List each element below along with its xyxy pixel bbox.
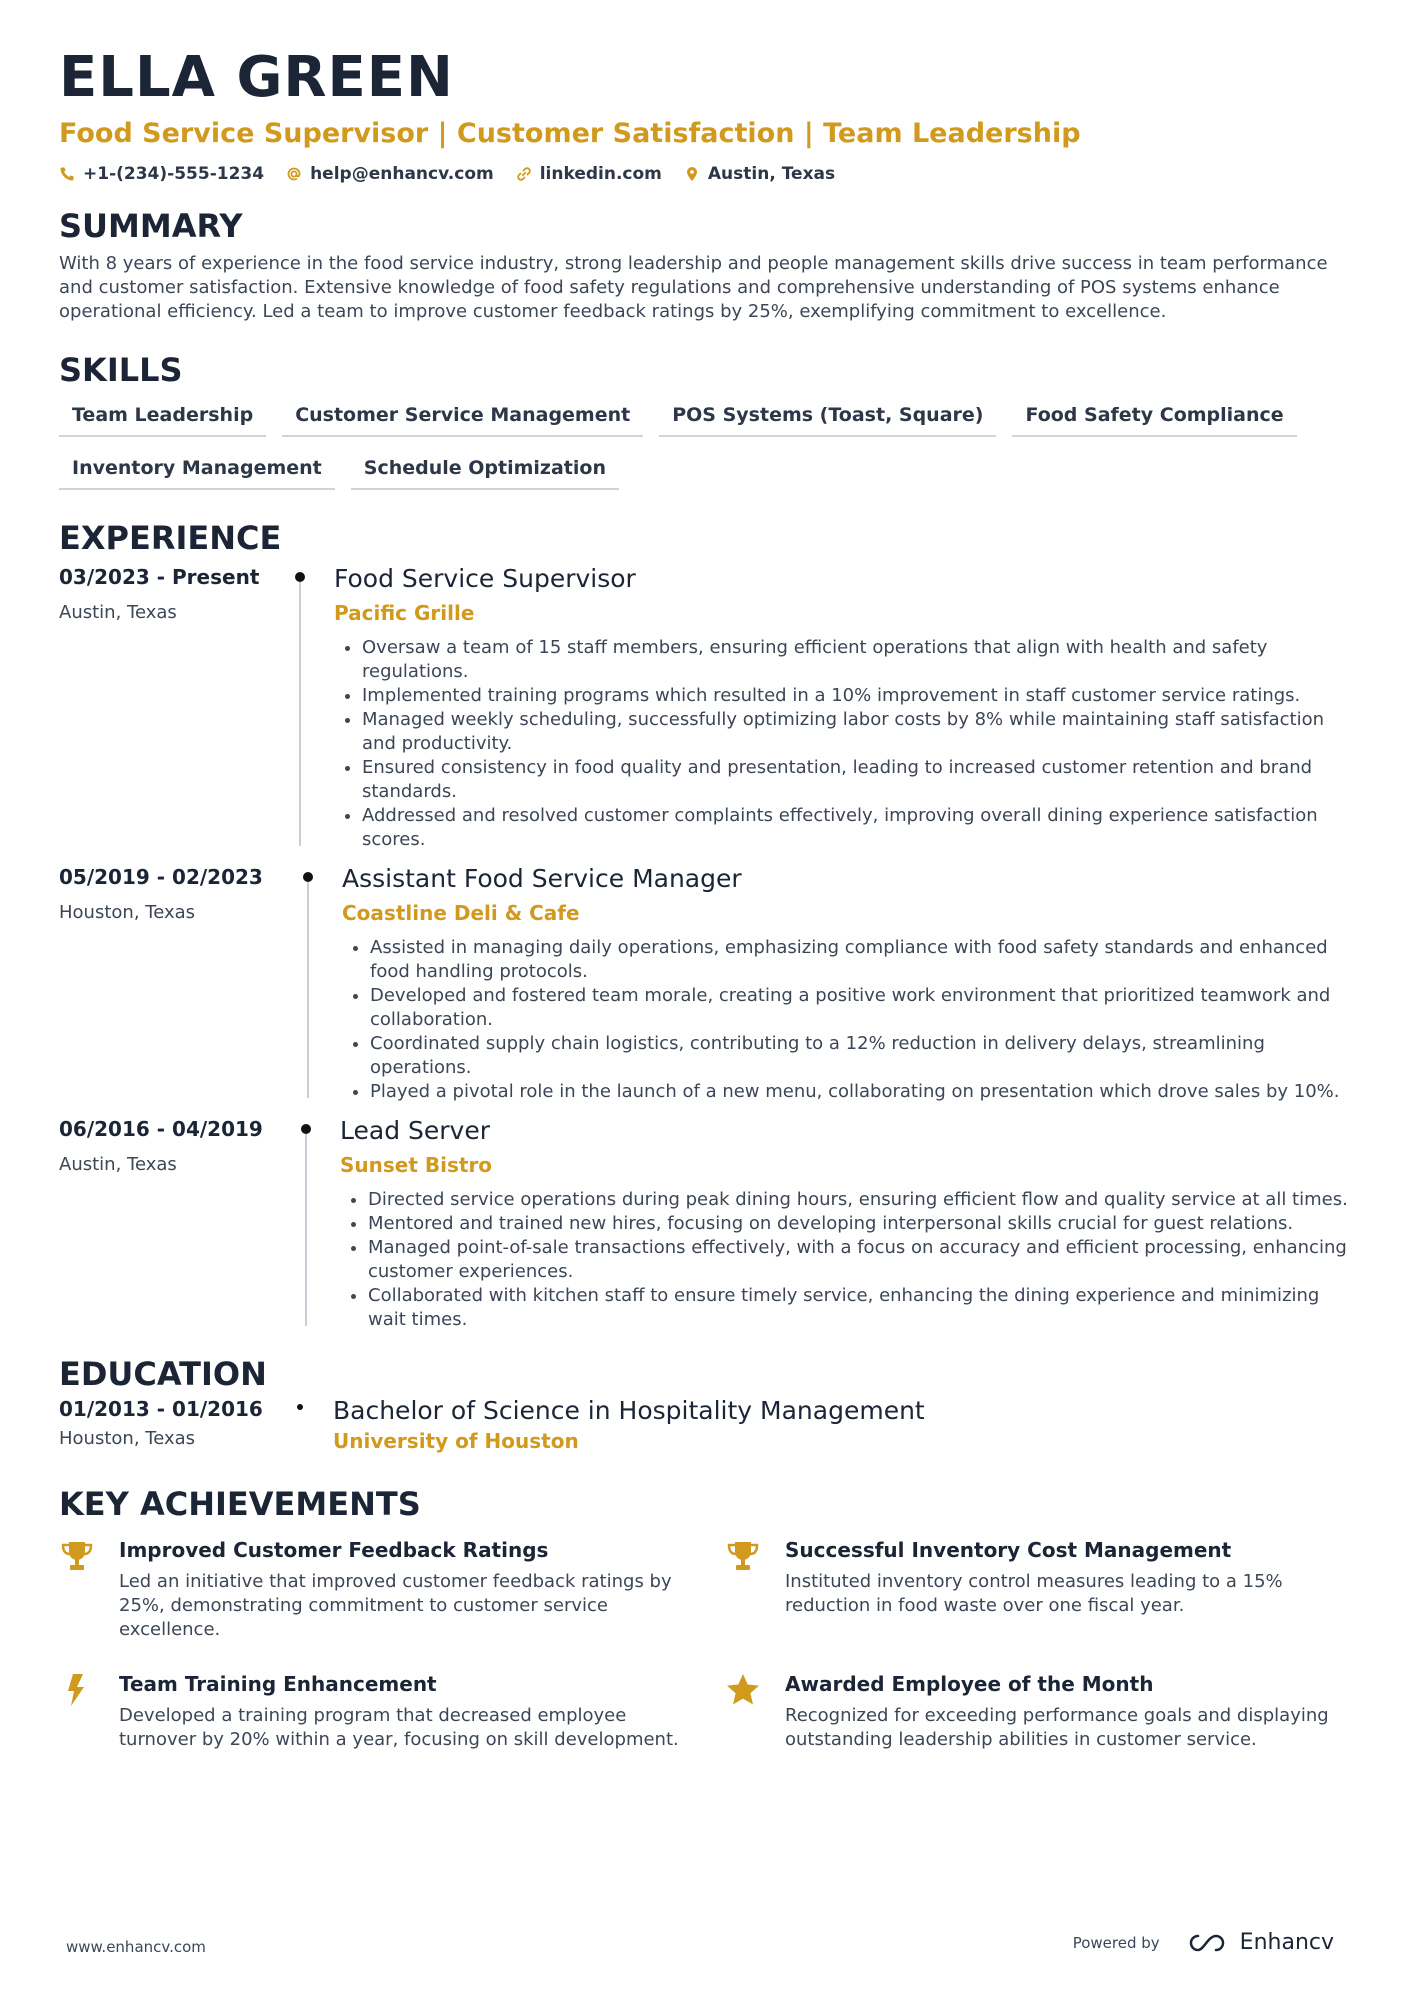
job-bullet: • Ensured consistency in food quality and presentation, leading to increased customer retention and brand standards. (362, 756, 1359, 804)
candidate-name: ELLA GREEN (59, 45, 454, 110)
footer-branding (1073, 1930, 1334, 1955)
job-bullets (340, 1188, 1359, 1332)
achievement-desc: Developed a training program that decreased employee turnover by 20% within a year, focusing on skill development. (119, 1705, 679, 1750)
timeline (289, 564, 334, 852)
trophy-icon (59, 1538, 95, 1574)
trophy-icon (725, 1538, 761, 1574)
brand-logo[interactable] (1184, 1930, 1334, 1955)
job-bullet: • Developed and fostered team morale, creating a positive work environment that prioritized teamwork and collaboration. (370, 984, 1359, 1032)
contact-linkedin-text: linkedin.com (539, 164, 662, 184)
job-bullet: • Oversaw a team of 15 staff members, ensuring efficient operations that align with health and safety regulations. (362, 636, 1359, 684)
job-bullet: • Addressed and resolved customer complaints effectively, improving overall dining experience satisfaction scores. (362, 804, 1359, 852)
timeline-dot (303, 872, 313, 882)
achievements-grid (59, 1536, 1359, 1752)
job-title: Assistant Food Service Manager (342, 864, 742, 893)
experience-entry (59, 1116, 1359, 1332)
job-bullet: • Played a pivotal role in the launch of a new menu, collaborating on presentation which drove sales by 10%. (370, 1080, 1359, 1104)
achievements-heading: KEY ACHIEVEMENTS (59, 1485, 421, 1523)
job-company: Pacific Grille (334, 601, 475, 625)
skill-tag: Team Leadership (59, 398, 266, 437)
job-bullet: • Mentored and trained new hires, focusing on developing interpersonal skills crucial for guest relations. (368, 1212, 1359, 1236)
summary-heading: SUMMARY (59, 207, 243, 245)
experience-heading: EXPERIENCE (59, 519, 282, 557)
contact-phone[interactable] (59, 164, 264, 184)
timeline-line (299, 582, 301, 846)
achievement-desc: Recognized for exceeding performance goals and displaying outstanding leadership abilities in customer service. (785, 1705, 1329, 1750)
achievement-item (59, 1536, 725, 1642)
job-bullet: • Directed service operations during peak dining hours, ensuring efficient flow and quality service at all times. (368, 1188, 1359, 1212)
job-bullets (342, 936, 1359, 1104)
job-bullet: • Coordinated supply chain logistics, contributing to a 12% reduction in delivery delays, streamlining operations. (370, 1032, 1359, 1080)
edu-degree: Bachelor of Science in Hospitality Management (333, 1396, 925, 1425)
job-location: Austin, Texas (59, 1154, 177, 1175)
job-location: Austin, Texas (59, 602, 177, 623)
tagline: Food Service Supervisor | Customer Satisfaction | Team Leadership (59, 118, 1081, 149)
skill-tag: Customer Service Management (282, 398, 643, 437)
summary-text: With 8 years of experience in the food service industry, strong leadership and people management skills drive success in team performance and customer satisfaction. Extensive knowledge of food safety regulations and comprehensive understanding of POS systems enhance operational efficiency. Led a team to improve customer feedback ratings by 25%, exemplifying commitment to excellence. (59, 253, 1328, 322)
location-pin-icon (684, 166, 700, 182)
enhancv-logo-icon (1184, 1931, 1232, 1955)
timeline-line (307, 882, 309, 1098)
phone-icon (59, 166, 75, 182)
timeline-dot (297, 1404, 303, 1410)
experience-entry (59, 564, 1359, 852)
edu-dates: 01/2013 - 01/2016 (59, 1397, 263, 1421)
experience-entry (59, 864, 1359, 1104)
timeline (289, 1396, 333, 1454)
skill-tag: POS Systems (Toast, Square) (659, 398, 996, 437)
contact-email[interactable] (286, 164, 494, 184)
timeline (297, 864, 342, 1104)
contact-email-text: help@enhancv.com (310, 164, 494, 184)
job-bullet: • Assisted in managing daily operations, emphasizing compliance with food safety standards and enhanced food handling protocols. (370, 936, 1359, 984)
contact-phone-text: +1-(234)-555-1234 (83, 164, 265, 184)
achievement-title: Successful Inventory Cost Management (785, 1538, 1232, 1562)
job-bullets (334, 636, 1359, 852)
skill-tag: Schedule Optimization (351, 451, 619, 490)
lightning-icon (59, 1672, 95, 1708)
link-icon (516, 166, 532, 182)
job-dates: 03/2023 - Present (59, 565, 260, 589)
job-dates: 06/2016 - 04/2019 (59, 1117, 263, 1141)
timeline-dot (301, 1124, 311, 1134)
skill-tag: Inventory Management (59, 451, 335, 490)
contact-location-text: Austin, Texas (707, 164, 836, 184)
achievement-desc: Led an initiative that improved customer feedback ratings by 25%, demonstrating commitment to customer service excellence. (119, 1571, 672, 1640)
education-entry (59, 1396, 1359, 1454)
skill-tag: Food Safety Compliance (1012, 398, 1296, 437)
star-icon (725, 1672, 761, 1708)
edu-location: Houston, Texas (59, 1428, 196, 1449)
contact-bar (59, 164, 1359, 184)
achievement-item (725, 1536, 1359, 1642)
achievement-title: Team Training Enhancement (119, 1672, 437, 1696)
job-title: Food Service Supervisor (334, 564, 636, 593)
job-company: Coastline Deli & Cafe (342, 901, 580, 925)
job-title: Lead Server (340, 1116, 490, 1145)
at-icon (286, 166, 302, 182)
achievement-item (59, 1670, 725, 1752)
achievement-item (725, 1670, 1359, 1752)
job-company: Sunset Bistro (340, 1153, 493, 1177)
brand-name: Enhancv (1239, 1930, 1334, 1955)
achievement-title: Awarded Employee of the Month (785, 1672, 1154, 1696)
job-bullet: • Managed point-of-sale transactions effectively, with a focus on accuracy and efficient processing, enhancing customer experiences. (368, 1236, 1359, 1284)
resume-page (59, 44, 1359, 1752)
footer-website[interactable]: www.enhancv.com (66, 1938, 206, 1956)
job-bullet: • Managed weekly scheduling, successfully optimizing labor costs by 8% while maintaining staff satisfaction and productivity. (362, 708, 1359, 756)
contact-location (684, 164, 835, 184)
job-dates: 05/2019 - 02/2023 (59, 865, 263, 889)
skills-list (59, 398, 1359, 490)
contact-linkedin[interactable] (516, 164, 662, 184)
edu-school: University of Houston (333, 1429, 579, 1453)
job-bullet: • Implemented training programs which resulted in a 10% improvement in staff customer service ratings. (362, 684, 1359, 708)
skills-heading: SKILLS (59, 351, 183, 389)
job-location: Houston, Texas (59, 902, 196, 923)
timeline (295, 1116, 340, 1332)
job-bullet: • Collaborated with kitchen staff to ensure timely service, enhancing the dining experience and minimizing wait times. (368, 1284, 1359, 1332)
powered-by-label: Powered by (1072, 1933, 1160, 1952)
timeline-dot (295, 572, 305, 582)
achievement-desc: Instituted inventory control measures leading to a 15% reduction in food waste over one fiscal year. (785, 1571, 1283, 1616)
achievement-title: Improved Customer Feedback Ratings (119, 1538, 549, 1562)
timeline-line (305, 1134, 307, 1326)
education-heading: EDUCATION (59, 1355, 267, 1393)
